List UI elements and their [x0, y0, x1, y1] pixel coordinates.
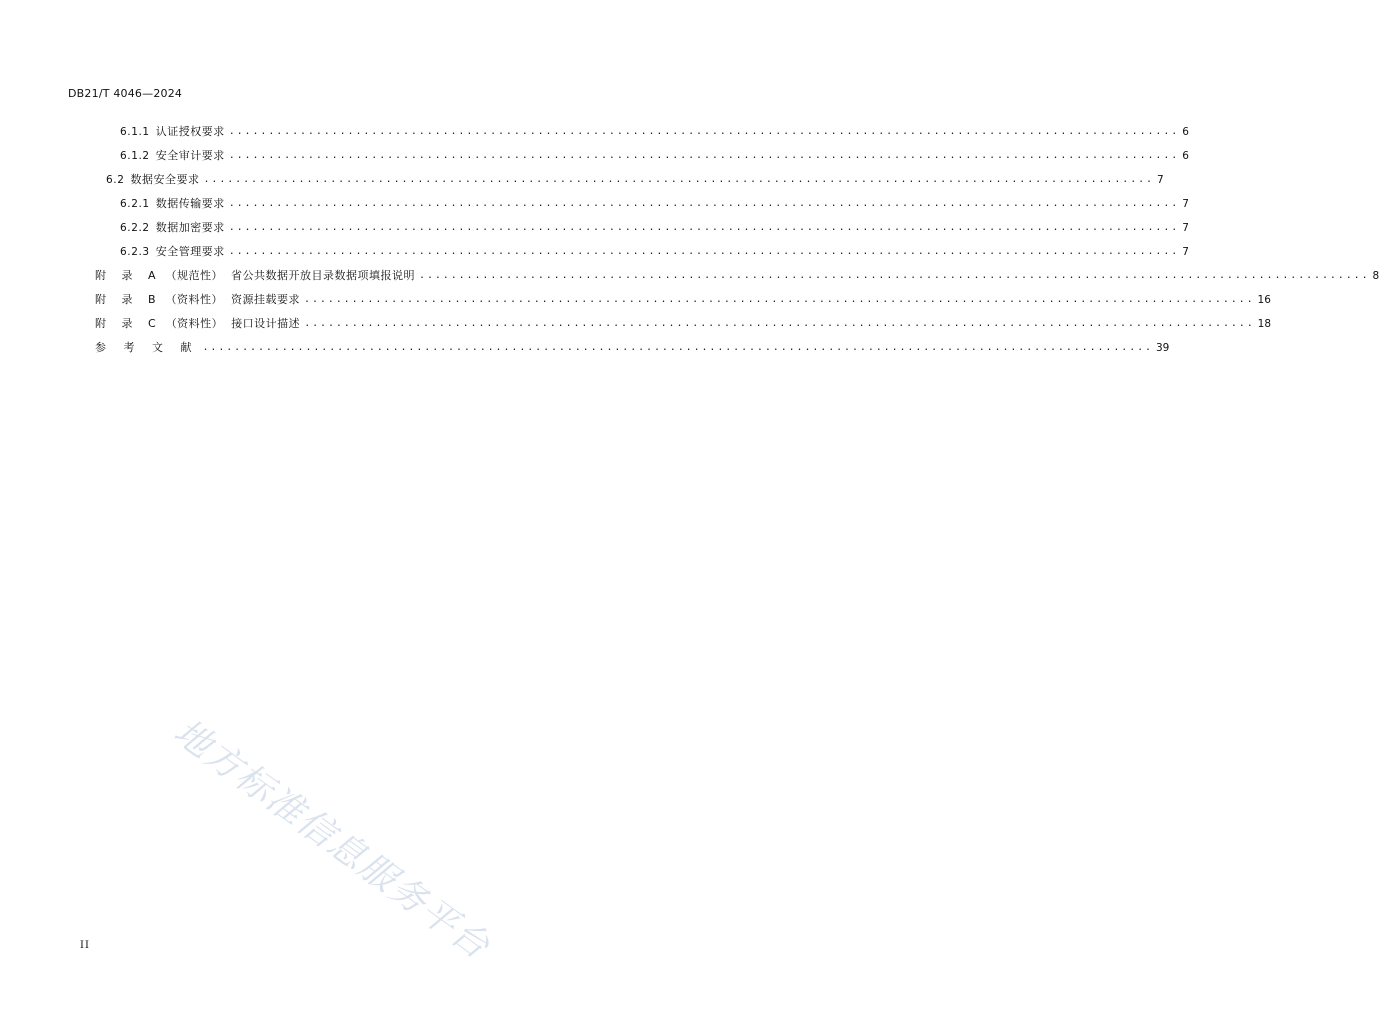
toc-entry-page: 18 — [1257, 318, 1272, 330]
appendix-prefix: 附 录 A — [95, 269, 162, 282]
page-number-footer: II — [80, 940, 90, 951]
toc-entry-number: 6.2.2 — [120, 222, 150, 234]
toc-entry-title: 数据加密要求 — [155, 221, 225, 234]
toc-references[interactable] — [95, 338, 1170, 358]
toc-entry-title: 数据安全要求 — [130, 173, 200, 186]
toc-entry-number: 6.2.1 — [120, 198, 150, 210]
dot-leader: ........................................................................................................................ — [228, 198, 1180, 209]
appendix-type: （规范性） — [165, 269, 224, 282]
toc-entry-page: 6 — [1182, 126, 1189, 138]
dot-leader: ........................................................................................................................ — [228, 246, 1180, 257]
dot-leader: ........................................................................................................................ — [304, 294, 1255, 305]
appendix-title: 接口设计描述 — [231, 317, 301, 330]
appendix-prefix: 附 录 B — [95, 293, 162, 306]
document-code: DB21/T 4046—2024 — [68, 87, 183, 100]
toc-entry-title: 认证授权要求 — [155, 125, 225, 138]
dot-leader: ........................................................................................................................ — [419, 270, 1370, 281]
toc-appendix-a[interactable] — [95, 266, 1379, 286]
toc-entry-page: 7 — [1182, 222, 1189, 234]
toc-appendix-c[interactable] — [95, 314, 1272, 334]
toc-entry-6-2-3[interactable] — [120, 242, 1189, 262]
dot-leader: ........................................................................................................................ — [228, 126, 1180, 137]
toc-entry-page: 7 — [1182, 198, 1189, 210]
dot-leader: ........................................................................................................................ — [202, 342, 1153, 353]
toc-entry-title: 安全审计要求 — [155, 149, 225, 162]
toc-entry-6-2[interactable] — [106, 170, 1164, 190]
toc-appendix-b[interactable] — [95, 290, 1271, 310]
appendix-type: （资料性） — [165, 293, 224, 306]
dot-leader: ........................................................................................................................ — [203, 174, 1154, 185]
toc-entry-page: 16 — [1257, 294, 1271, 306]
appendix-prefix: 附 录 C — [95, 317, 162, 330]
toc-entry-6-2-2[interactable] — [120, 218, 1189, 238]
toc-entry-6-1-1[interactable] — [120, 122, 1189, 142]
appendix-title: 省公共数据开放目录数据项填报说明 — [231, 269, 416, 282]
appendix-title: 资源挂载要求 — [231, 293, 301, 306]
toc-entry-6-1-2[interactable] — [120, 146, 1189, 166]
dot-leader: ........................................................................................................................ — [228, 222, 1180, 233]
toc-entry-page: 7 — [1182, 246, 1189, 258]
toc-entry-6-2-1[interactable] — [120, 194, 1189, 214]
toc-entry-page: 8 — [1372, 270, 1379, 282]
toc-entry-page: 39 — [1155, 342, 1170, 354]
toc-entry-number: 6.1.1 — [120, 126, 150, 138]
toc-entry-title: 数据传输要求 — [155, 197, 225, 210]
watermark: 地方标准信息服务平台 — [166, 711, 498, 969]
toc-entry-number: 6.2.3 — [120, 246, 150, 258]
dot-leader: ........................................................................................................................ — [228, 150, 1180, 161]
toc-entry-title: 安全管理要求 — [155, 245, 225, 258]
toc-entry-page: 6 — [1182, 150, 1189, 162]
toc-entry-number: 6.2 — [106, 174, 125, 186]
dot-leader: ........................................................................................................................ — [304, 318, 1255, 329]
appendix-type: （资料性） — [165, 317, 224, 330]
toc-entry-number: 6.1.2 — [120, 150, 150, 162]
references-title: 参 考 文 献 — [95, 341, 199, 354]
toc-entry-page: 7 — [1156, 174, 1164, 186]
